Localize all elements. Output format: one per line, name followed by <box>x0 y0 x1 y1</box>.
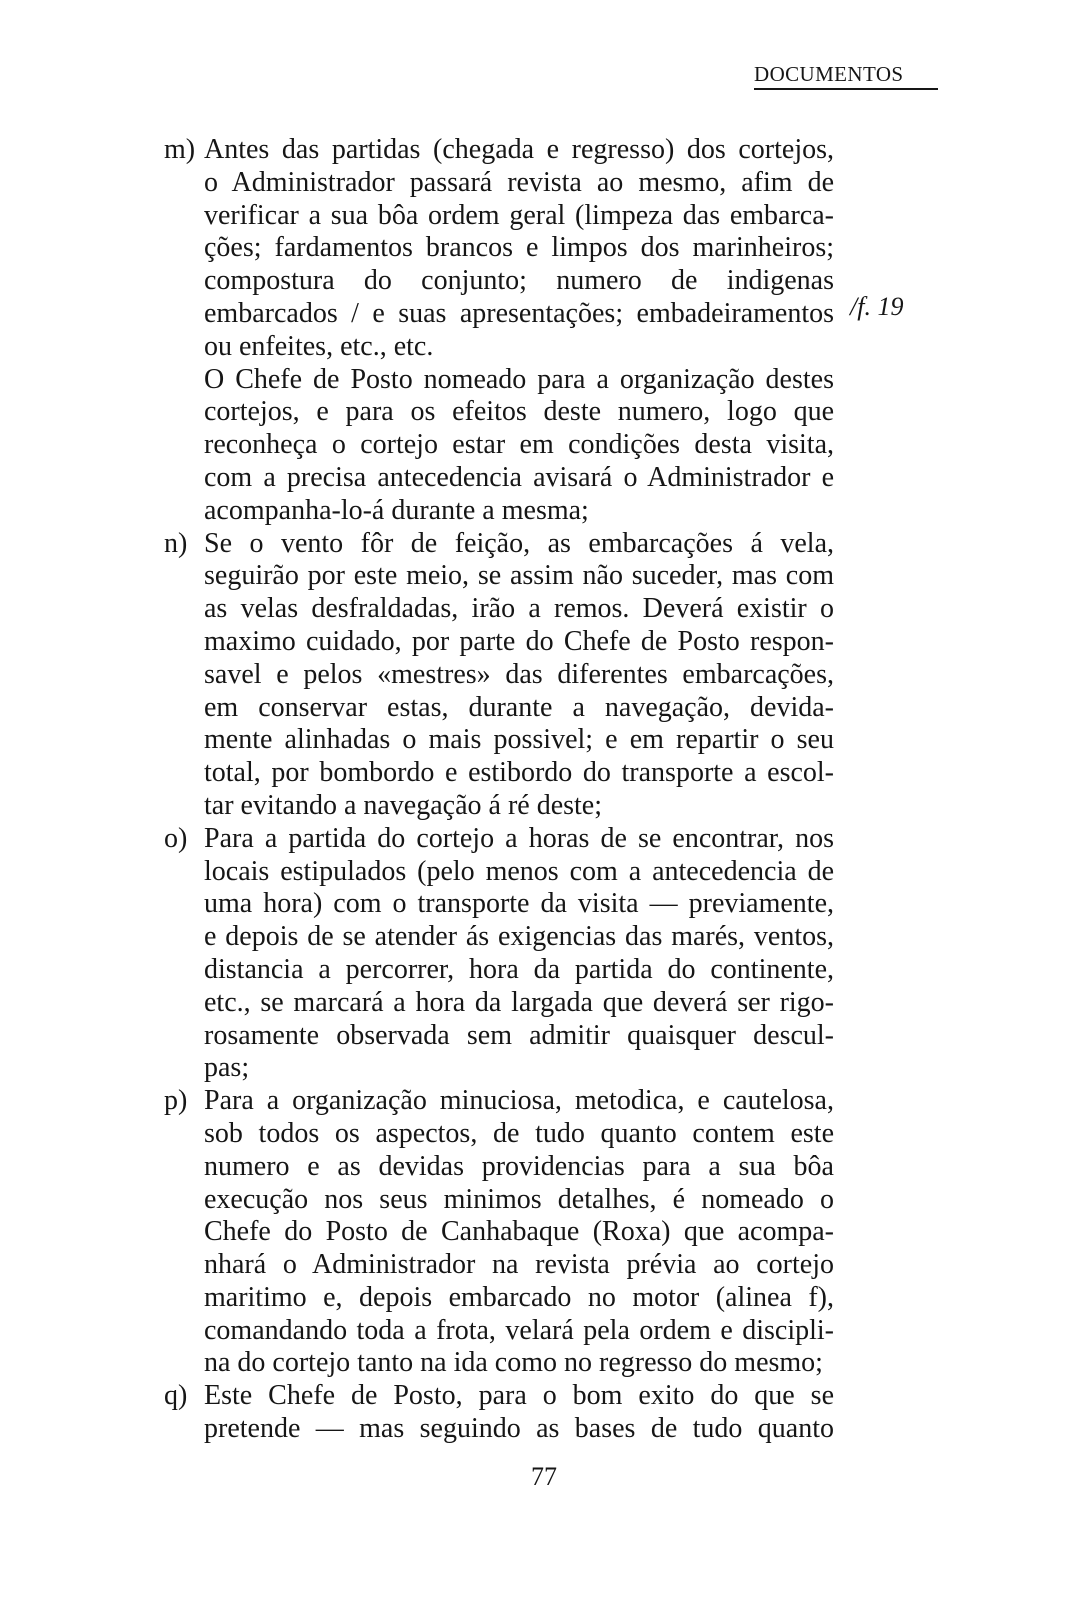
text-line: rosamente observada sem admitir quaisquer descul- <box>204 1019 834 1051</box>
text-line: comandando toda a frota, velará pela ordem e discipli- <box>204 1314 834 1346</box>
list-item <box>164 528 834 823</box>
text-line: seguirão por este meio, se assim não suceder, mas com <box>204 560 834 592</box>
text-line: compostura do conjunto; numero de indigenas <box>204 265 834 297</box>
text-line: tar evitando a navegação á ré deste; <box>204 789 603 821</box>
text-line: as velas desfraldadas, irão a remos. Deverá existir o <box>204 593 834 625</box>
text-line: pas; <box>204 1052 250 1084</box>
text-line: mente alinhadas o mais possivel; e em repartir o seu <box>204 724 834 756</box>
list-item-marker: n) <box>164 527 188 559</box>
text-line: embarcados / e suas apresentações; embadeiramentos <box>204 297 834 329</box>
text-line: Este Chefe de Posto, para o bom exito do que se <box>204 1380 834 1412</box>
list-item-marker: o) <box>164 822 188 854</box>
list-item <box>164 1085 834 1380</box>
text-line: com a precisa antecedencia avisará o Administrador e <box>204 461 834 493</box>
text-line: e depois de se atender ás exigencias das marés, ventos, <box>204 921 834 953</box>
text-line: Chefe do Posto de Canhabaque (Roxa) que acompa- <box>204 1216 834 1248</box>
list-item-marker: m) <box>164 134 196 165</box>
page-header: DOCUMENTOS <box>754 61 938 90</box>
text-line: Antes das partidas (chegada e regresso) dos cortejos, <box>204 134 834 165</box>
list-item-marker: p) <box>164 1085 188 1117</box>
text-line: Para a partida do cortejo a horas de se encontrar, nos <box>204 822 834 854</box>
text-line: Se o vento fôr de feição, as embarcações á vela, <box>204 527 834 559</box>
text-line: maximo cuidado, por parte do Chefe de Posto respon- <box>204 625 834 657</box>
text-line: ções; fardamentos brancos e limpos dos marinheiros; <box>204 232 834 264</box>
list-item <box>164 823 834 1085</box>
text-line: numero e as devidas providencias para a sua bôa <box>204 1150 834 1182</box>
text-line: O Chefe de Posto nomeado para a organização destes <box>204 363 834 395</box>
text-line: acompanha-lo-á durante a mesma; <box>204 494 589 526</box>
text-line: maritimo e, depois embarcado no motor (alinea f), <box>204 1281 834 1313</box>
margin-folio-note: /f. 19 <box>850 292 904 321</box>
text-line: reconheça o cortejo estar em condições desta visita, <box>204 429 834 461</box>
text-line: uma hora) com o transporte da visita — previamente, <box>204 888 834 920</box>
text-line: pretende — mas seguindo as bases de tudo quanto <box>204 1413 834 1445</box>
text-line: savel e pelos «mestres» das diferentes embarcações, <box>204 658 834 690</box>
text-line: verificar a sua bôa ordem geral (limpeza das embarca- <box>204 199 834 231</box>
text-line: execução nos seus minimos detalhes, é nomeado o <box>204 1183 834 1215</box>
list-item-marker: q) <box>164 1380 188 1412</box>
text-line: o Administrador passará revista ao mesmo, afim de <box>204 166 834 198</box>
body-text <box>164 134 834 1446</box>
text-line: sob todos os aspectos, de tudo quanto contem este <box>204 1117 834 1149</box>
text-line: em conservar estas, durante a navegação, devida- <box>204 691 834 723</box>
text-line: na do cortejo tanto na ida como no regresso do mesmo; <box>204 1347 823 1379</box>
text-line: etc., se marcará a hora da largada que deverá ser rigo- <box>204 986 834 1018</box>
list-item <box>164 1380 834 1446</box>
list-item <box>164 134 834 528</box>
text-line: total, por bombordo e estibordo do transporte a escol- <box>204 757 834 789</box>
text-line: ou enfeites, etc., etc. <box>204 330 434 362</box>
text-line: cortejos, e para os efeitos deste numero, logo que <box>204 396 834 428</box>
text-line: locais estipulados (pelo menos com a antecedencia de <box>204 855 834 887</box>
text-line: distancia a percorrer, hora da partida do continente, <box>204 953 834 985</box>
text-line: Para a organização minuciosa, metodica, e cautelosa, <box>204 1085 834 1117</box>
page-number: 77 <box>531 1462 557 1491</box>
text-line: nhará o Administrador na revista prévia ao cortejo <box>204 1249 834 1281</box>
